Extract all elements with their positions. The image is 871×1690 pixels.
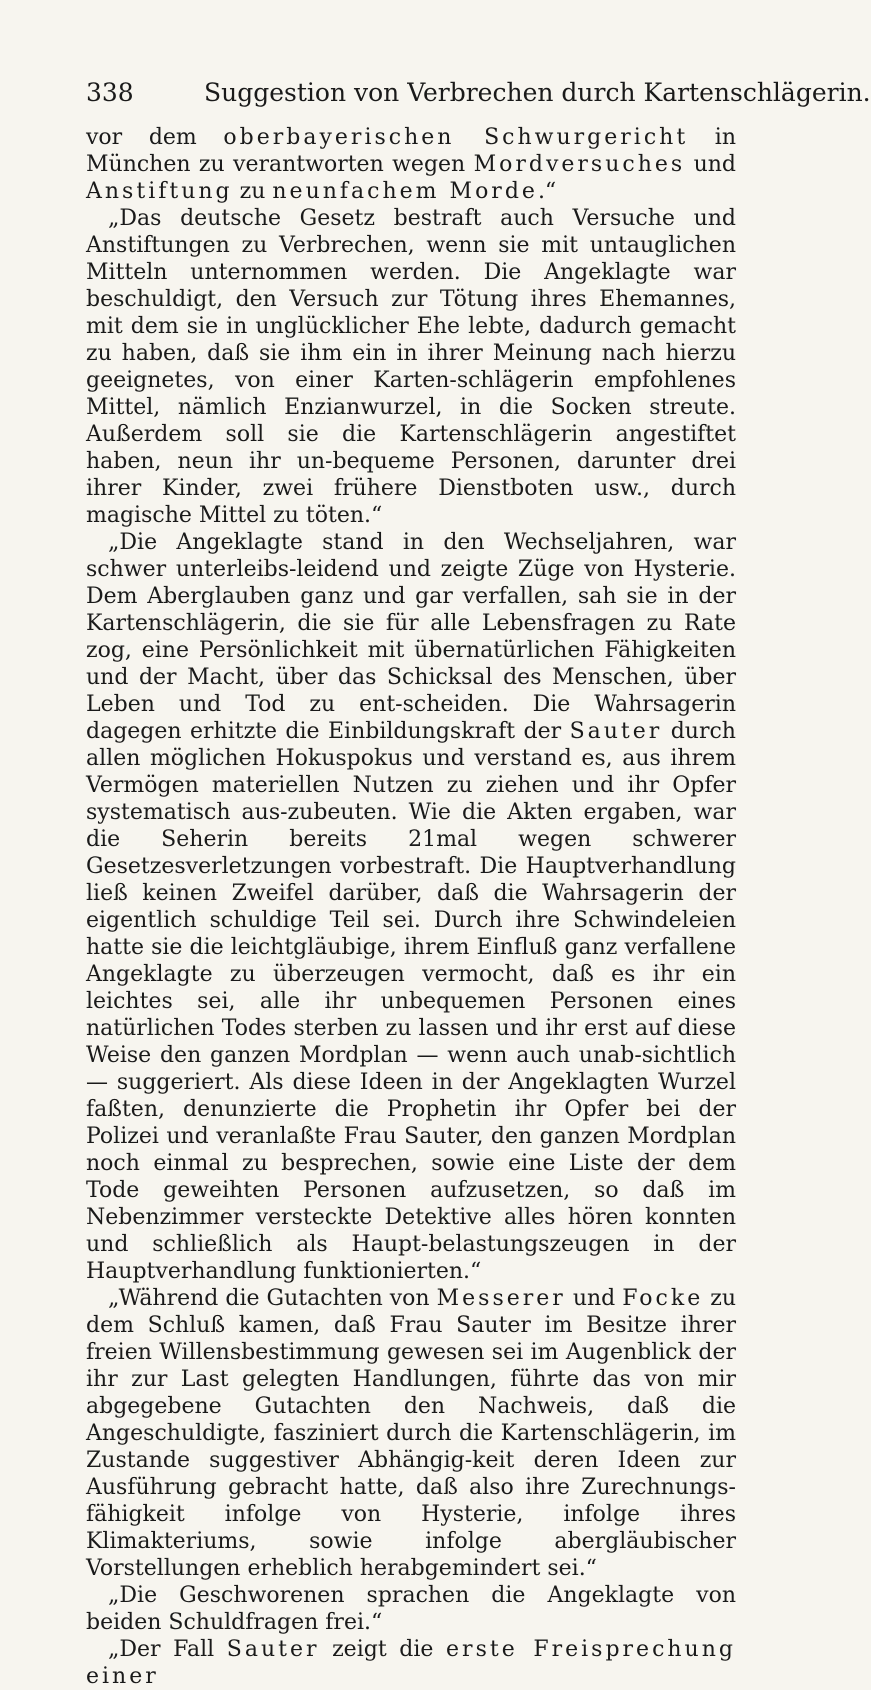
paragraph [86, 205, 736, 529]
paragraph [86, 1636, 736, 1690]
text-run: zu dem Schluß kamen, daß Frau Sauter im Besitze ihrer freien Willensbestimmung gewesen sei im Augenblick der ihr zur Last gelegten Handlungen, führte das von mir abgegebene Gutachten den Nachweis, daß die Angeschuldigte, fasziniert durch die Kartenschlägerin, im Zustande suggestiver Abhängig-keit deren Ideen zur Ausführung gebracht hatte, daß also ihre Zurechnungs-fähigkeit infolge von Hysterie, infolge ihres Klimakteriums, sowie infolge abergläubischer Vorstellungen erheblich herabgemindert sei.“ [86, 1286, 736, 1581]
spaced-text-run: Sauter [226, 1637, 320, 1662]
spaced-text-run: Anstiftung [86, 179, 233, 204]
spaced-text-run: Mordversuches [473, 152, 686, 177]
text-run: vor dem [86, 125, 224, 150]
text-run: und [685, 152, 736, 177]
spaced-text-run: Focke [622, 1286, 704, 1311]
paragraph [86, 529, 736, 1285]
page-header [86, 78, 871, 114]
spaced-text-run: Messerer [436, 1286, 566, 1311]
text-run: „Während die Gutachten von [108, 1286, 437, 1311]
text-run: „Die Angeklagte stand in den Wechseljahren, war schwer unterleibs-leidend und zeigte Züge von Hysterie. Dem Aberglauben ganz und gar verfallen, sah sie in der Kartenschlägerin, die sie für alle Lebensfragen zu Rate zog, eine Persönlichkeit mit übernatürlichen Fähigkeiten und der Macht, über das Schicksal des Menschen, über Leben und Tod zu ent-scheiden. Die Wahrsagerin dagegen erhitzte die Einbildungskraft der [86, 530, 736, 744]
paragraph [86, 1582, 736, 1636]
text-run: „Das deutsche Gesetz bestraft auch Versuche und Anstiftungen zu Verbrechen, wenn sie mit untauglichen Mitteln unternommen werden. Die Angeklagte war beschuldigt, den Versuch zur Tötung ihres Ehemannes, mit dem sie in unglücklicher Ehe lebte, dadurch gemacht zu haben, daß sie ihm ein in ihrer Meinung nach hierzu geeignetes, von einer Karten-schlägerin empfohlenes Mittel, nämlich Enzianwurzel, in die Socken streute. Außerdem soll sie die Kartenschlägerin angestiftet haben, neun ihr un-bequeme Personen, darunter drei ihrer Kinder, zwei frühere Dienstboten usw., durch magische Mittel zu töten.“ [86, 206, 736, 528]
paragraph [86, 1285, 736, 1582]
page-number: 338 [86, 78, 134, 107]
text-run: und [565, 1286, 623, 1311]
text-run: zeigt die [319, 1637, 447, 1662]
text-run: zu [232, 179, 273, 204]
text-run: „Der Fall [108, 1637, 227, 1662]
running-head: Suggestion von Verbrechen durch Kartenschlägerin. [204, 78, 871, 107]
paragraph-continuation [86, 124, 736, 205]
spaced-text-run: erste Freisprechung einer [86, 1637, 736, 1689]
text-run: .“ [537, 179, 557, 204]
spaced-text-run: Sauter [569, 719, 663, 744]
text-run: in München zu verantworten wegen [86, 125, 736, 177]
text-run: durch allen möglichen Hokuspokus und verstand es, aus ihrem Vermögen materiellen Nutzen zu ziehen und ihr Opfer systematisch aus-zubeuten. Wie die Akten ergaben, war die Seherin bereits 21mal wegen schwerer Gesetzesverletzungen vorbestraft. Die Hauptverhandlung ließ keinen Zweifel darüber, daß die Wahrsagerin der eigentlich schuldige Teil sei. Durch ihre Schwindeleien hatte sie die leichtgläubige, ihrem Einfluß ganz verfallene Angeklagte zu überzeugen vermocht, daß es ihr ein leichtes sei, alle ihr unbequemen Personen eines natürlichen Todes sterben zu lassen und ihr erst auf diese Weise den ganzen Mordplan — wenn auch unab-sichtlich — suggeriert. Als diese Ideen in der Angeklagten Wurzel faßten, denunzierte die Prophetin ihr Opfer bei der Polizei und veranlaßte Frau Sauter, den ganzen Mordplan noch einmal zu besprechen, sowie eine Liste der dem Tode geweihten Personen aufzusetzen, so daß im Nebenzimmer versteckte Detektive alles hören konnten und schließlich als Haupt-belastungszeugen in der Hauptverhandlung funktionierten.“ [86, 719, 736, 1284]
spaced-text-run: neunfachem Morde [272, 179, 538, 204]
body-text [86, 124, 736, 1690]
text-run: „Die Geschworenen sprachen die Angeklagte von beiden Schuldfragen frei.“ [86, 1583, 736, 1635]
spaced-text-run: oberbayerischen Schwurgericht [223, 125, 689, 150]
